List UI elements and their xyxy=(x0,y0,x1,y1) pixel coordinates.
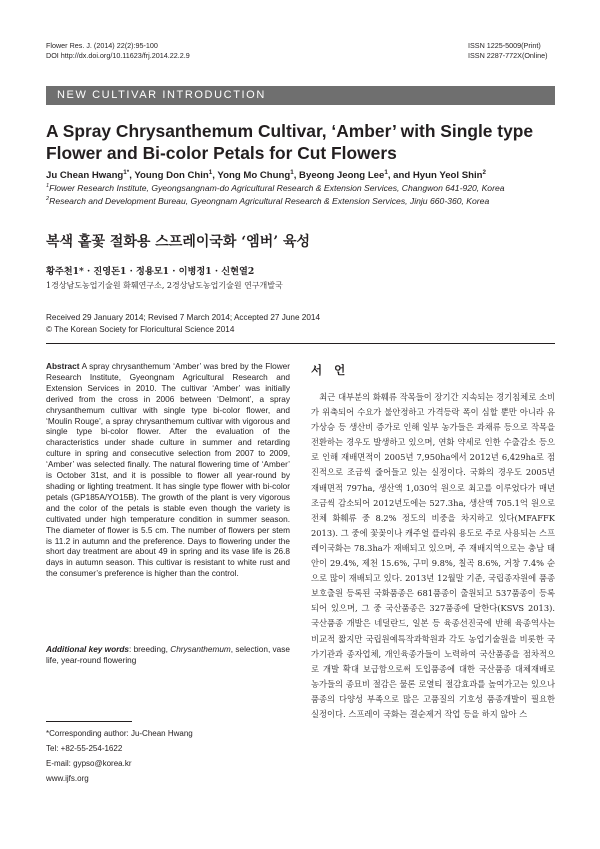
author-list xyxy=(46,170,566,182)
article-title: A Spray Chrysanthemum Cultivar, ‘Amber’ with Single type Flower and Bi-color Petals for Cut Flowers xyxy=(46,121,534,163)
issn-print: ISSN 1225-5009(Print) xyxy=(468,41,541,50)
abstract xyxy=(46,362,290,580)
korean-authors: 황주천1* · 진영돈1 · 정용모1 · 이병정1 · 신현열2 xyxy=(46,266,255,277)
author-name: , and Hyun Yeol Shin xyxy=(387,170,483,181)
corresponding-author: *Corresponding author: Ju-Chean Hwang xyxy=(46,729,193,738)
keywords xyxy=(46,645,290,667)
author-sup: 1 xyxy=(290,168,294,176)
journal-line: Flower Res. J. (2014) 22(2):95-100 xyxy=(46,41,158,50)
keywords-pre: : breeding, xyxy=(128,645,171,654)
affiliation-2 xyxy=(46,196,566,207)
affiliation-sup: 1 xyxy=(46,183,50,190)
keywords-italic: Chrysanthemum xyxy=(170,645,231,654)
affiliation-1 xyxy=(46,183,566,194)
correspondence xyxy=(46,726,193,786)
abstract-label: Abstract xyxy=(46,362,80,371)
author-name: , Byeong Jeong Lee xyxy=(293,170,385,181)
website-link[interactable]: www.ijfs.org xyxy=(46,774,89,783)
section-title: 서 언 xyxy=(311,363,350,377)
author-sup: 2 xyxy=(482,168,487,176)
author-name: Ju Chean Hwang xyxy=(46,170,124,181)
article-dates xyxy=(46,312,320,336)
affiliation-text: Flower Research Institute, Gyeongsangnam-do Agricultural Research & Extension Services, Changwon 641-920, Korea xyxy=(49,183,505,193)
issn-block xyxy=(468,41,548,60)
received-dates: Received 29 January 2014; Revised 7 March 2014; Accepted 27 June 2014 xyxy=(46,313,321,322)
journal-citation xyxy=(46,41,190,60)
author-sup: 1* xyxy=(123,168,130,176)
footnote-divider xyxy=(46,721,132,722)
keywords-post: , selection, vase life, year-round flowering xyxy=(46,645,290,665)
author-sup: 1 xyxy=(208,168,213,176)
author-name: , Yong Mo Chung xyxy=(212,170,291,181)
telephone: Tel: +82-55-254-1622 xyxy=(46,744,123,753)
keywords-label: Additional key words xyxy=(46,645,129,654)
korean-title: 복색 홑꽃 절화용 스프레이국화 ‘엠버’ 육성 xyxy=(46,234,311,250)
korean-affiliation: 1경상남도농업기술원 화훼연구소, 2경상남도농업기술원 연구개발국 xyxy=(46,281,283,290)
author-sup: 1 xyxy=(384,168,388,176)
article-type-label: NEW CULTIVAR INTRODUCTION xyxy=(57,89,266,101)
doi-line[interactable]: DOI http://dx.doi.org/10.11623/frj.2014.22.2.9 xyxy=(46,50,190,60)
email-link[interactable]: E-mail: gypso@korea.kr xyxy=(46,759,132,768)
body-text: 최근 대부분의 화훼류 작목들이 장기간 지속되는 경기침체로 소비가 위축되어 수요가 불안정하고 가격등락 폭이 심할 뿐만 아니라 유가상승 등 생산비 증가로 인해 일부 농가들은 과채류 등으로 작목을 전환하는 경우도 발생하고 있으며, 연화 약세로 인한 수출감소 등으로 인해 재배면적이 2005년 7,950ha에서 2012년 6,429ha로 점진적으로 조금씩 줄어들고 있는 실정이다. 국화의 경우도 2005년 재배면적 797ha, 생산액 1,030억 원으로 최고를 이루었다가 매년 조금씩 감소되어 2012년도에는 527.3ha, 생산액 705.1억 원으로 전체 화훼류 중 8.2% 정도의 비중을 차지하고 있다(MFAFFK 2013). 그 중에 꽃꽂이나 캐주얼 플라워 용도로 주로 사용되는 스프레이국화는 78.3ha가 재배되고 있으며, 주 재배지역으로는 충남 태안이 29.4%, 제천 15.6%, 구미 9.8%, 칠곡 8.6%, 거창 7.4% 순으로 많이 재배되고 있다. 2013년 12월말 기준, 국립종자원에 품종보호출원 등록된 국화품종은 681품종이 출원되고 537품종이 등록되어 있으며, 그 중 국산품종은 327품종에 달한다(KSVS 2013). 국산품종 개발은 네덜란드, 일본 등 육종선진국에 반해 육종역사는 비교적 짧지만 국립원예특작과학원과 각도 농업기술원을 비롯한 국가기관과 종자업체, 개인육종가들이 노력하여 국산품종을 점차적으로 개발 확대 보급함으로써 도입품종에 대한 국산품종 대체재배로 농가들의 종묘비 절감은 물론 로열티 절감효과를 높여가고는 있으나 품종의 다양성 부족으로 많은 고품질의 기호성 품종개발이 필요한 실정이다. 스프레이 국화는 결순제거 작업 등을 하지 않아 스 xyxy=(311,392,555,719)
affiliation-sup: 2 xyxy=(46,196,50,203)
affiliation-text: Research and Development Bureau, Gyeongnam Agricultural Research & Extension Services, Jinju 660-360, Korea xyxy=(49,196,490,206)
copyright-line: © The Korean Society for Floricultural Science 2014 xyxy=(46,325,235,334)
issn-online: ISSN 2287-772X(Online) xyxy=(468,50,548,60)
article-type-banner xyxy=(46,86,555,105)
abstract-text: A spray chrysanthemum ‘Amber’ was bred by the Flower Research Institute, Gyeongnam Agricultural Research and Extension Services in 2010. The cultivar ‘Amber’ was initially derived from the cross in 2006 between ‘Delmont’, a spray chrysanthemum cultivar with single type bi-color flower, and ‘Moulin Rouge’, a spray chrysanthemum cultivar with vigorous and single type bi-color flower. After the evaluation of the characteristics under shade culture in summer and retarding culture in spring and consecutive selection from 2007 to 2009, ‘Amber’ was selected finally. The natural flowering time of ‘Amber’ is October 31st, and it is possible to flower all year-round by shading or lighting treatment. It has single type flower with bi-color petals (GP185A/YO15B). The growth of the plant is very vigorous and the color of the petals is stable even though the variety is cultivated under high temperature condition in summer season. The diameter of flower is 5.5 cm. The number of flowers per stem is 11.2 in autumn and the preference. Days to flowering under the short day treatment are about 49 in spring and its vase life is 26.8 days in autumn season. This cultivar is resistant to white rust and the consumer’s preference is higher than the control. xyxy=(46,362,290,579)
author-name: , Young Don Chin xyxy=(129,170,209,181)
divider xyxy=(46,343,555,344)
